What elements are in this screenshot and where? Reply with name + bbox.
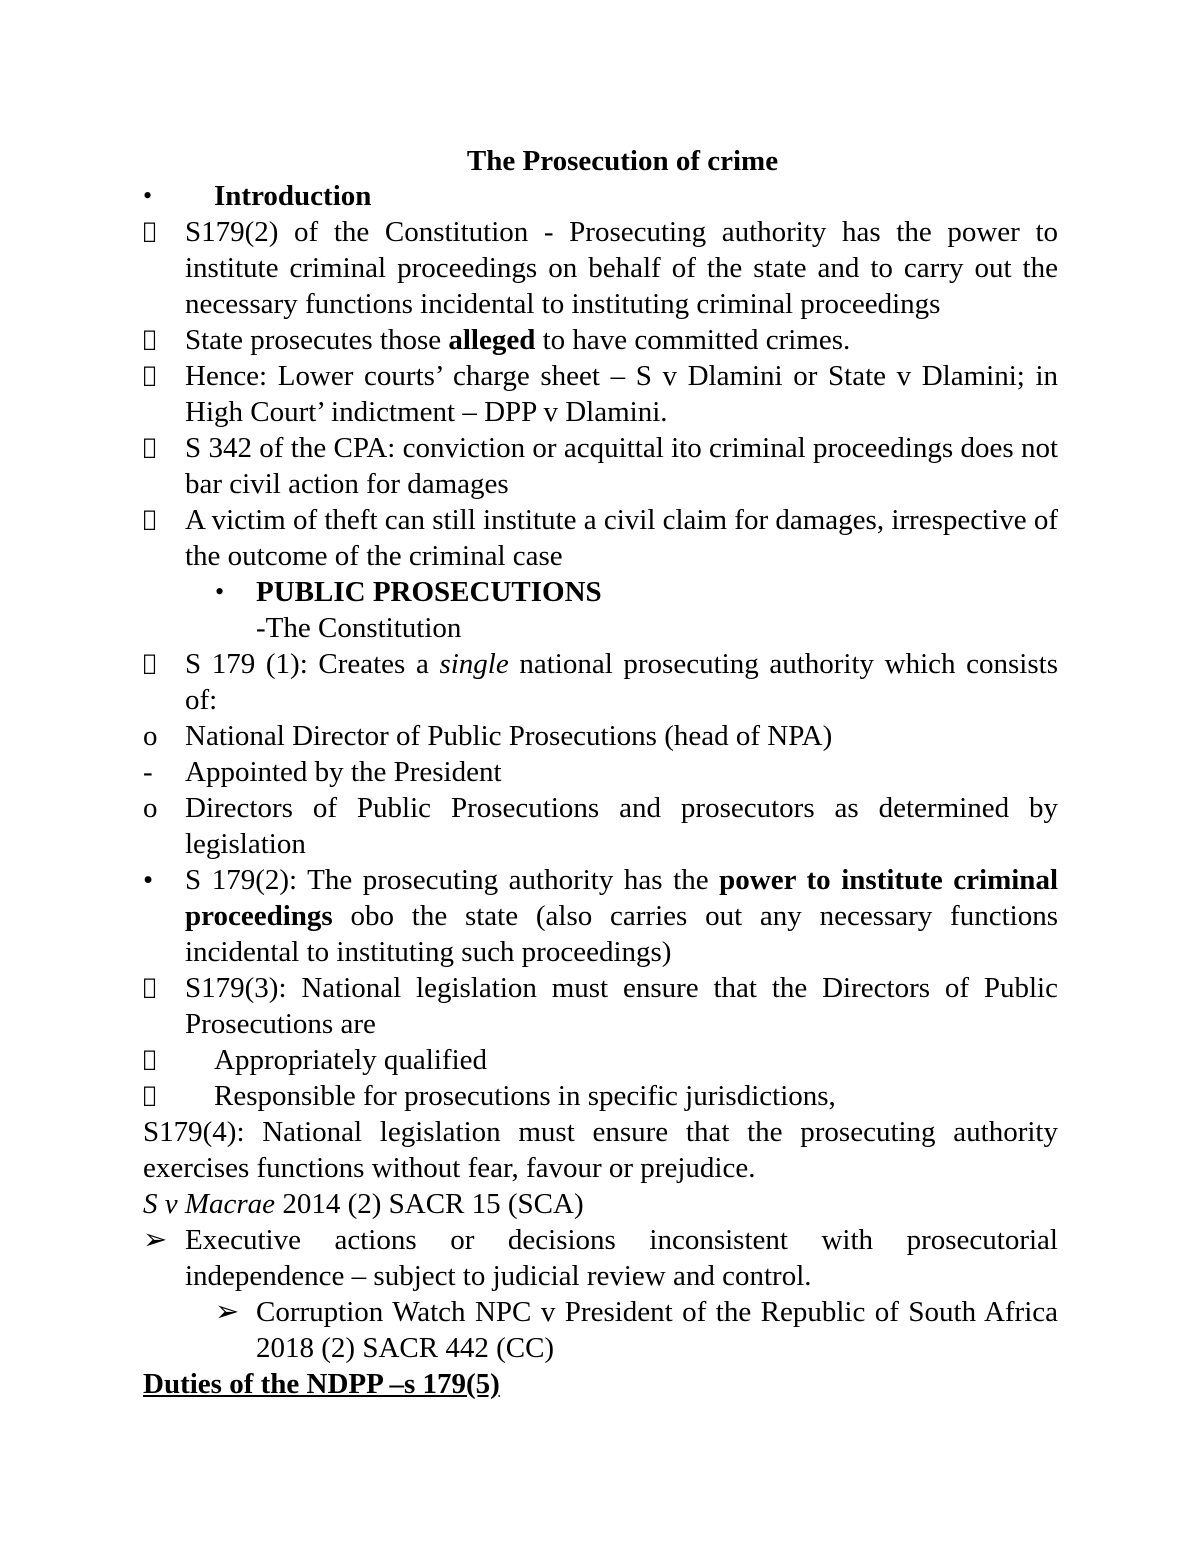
emphasis-single: single: [439, 648, 509, 680]
list-item-corruption-watch: [143, 1294, 1058, 1366]
item-text: S179(2) of the Constitution - Prosecuting authority has the power to institute criminal proceedings on behalf of the state and to carry out the necessary functions incidental to instituting criminal proceedings: [185, 216, 1058, 320]
item-text: Corruption Watch NPC v President of the Republic of South Africa 2018 (2) SACR 442 (CC): [256, 1296, 1058, 1364]
item-text-after: obo the state (also carries out any necessary functions incidental to instituting such proceedings): [185, 900, 1058, 968]
emphasis-power-to-institute: power to institute criminal proceedings: [185, 864, 1058, 932]
unknown-glyph-bullet-icon: [143, 1078, 183, 1114]
bullet-icon: •: [143, 181, 153, 210]
item-text: S179(3): National legislation must ensure that the Directors of Public Prosecutions are: [185, 972, 1058, 1040]
item-text: S 179(2): The prosecuting authority has the: [185, 864, 720, 896]
item-text: Directors of Public Prosecutions and prosecutors as determined by legislation: [185, 792, 1058, 860]
list-item-responsible: [143, 1078, 1058, 1114]
bullet-icon: •: [215, 577, 225, 606]
unknown-glyph-bullet-icon: [143, 358, 183, 394]
list-item-s179-3: [143, 970, 1058, 1042]
section-heading-public-prosecutions: PUBLIC PROSECUTIONS: [256, 576, 602, 608]
list-item-executive: [143, 1222, 1058, 1294]
list-item-public-prosecutions: [143, 574, 1058, 610]
circle-bullet-icon: o: [143, 720, 158, 752]
item-text: S 342 of the CPA: conviction or acquittal ito criminal proceedings does not bar civil action for damages: [185, 432, 1058, 500]
item-text: State prosecutes those: [185, 324, 449, 356]
unknown-glyph-bullet-icon: [143, 502, 183, 538]
section-label-introduction: Introduction: [214, 180, 372, 212]
emphasis-alleged: alleged: [448, 324, 536, 356]
list-item-appointed: [143, 754, 1058, 790]
subheading-the-constitution: -The Constitution: [256, 612, 462, 644]
list-item-state-prosecutes: [143, 322, 1058, 358]
paragraph-s179-4: S179(4): National legislation must ensure that the prosecuting authority exercises functions without fear, favour or prejudice.: [143, 1116, 1058, 1184]
item-text: National Director of Public Prosecutions (head of NPA): [185, 720, 833, 752]
circle-bullet-icon: o: [143, 792, 158, 824]
list-item-ndpp: [143, 718, 1058, 754]
item-text: Appropriately qualified: [214, 1044, 487, 1076]
document-body: [143, 178, 1058, 1402]
list-item-hence: [143, 358, 1058, 430]
list-item-introduction: [143, 178, 1058, 214]
item-text: Responsible for prosecutions in specific jurisdictions,: [214, 1080, 836, 1112]
unknown-glyph-bullet-icon: [143, 970, 183, 1006]
list-item-victim: [143, 502, 1058, 574]
item-text: S 179 (1): Creates a: [185, 648, 440, 680]
item-text: A victim of theft can still institute a civil claim for damages, irrespective of the outcome of the criminal case: [185, 504, 1058, 572]
list-item-s179-1: [143, 646, 1058, 718]
list-item-s179-2-constitution: [143, 214, 1058, 322]
unknown-glyph-bullet-icon: [143, 1042, 183, 1078]
document-title: The Prosecution of crime: [466, 145, 779, 177]
dash-bullet-icon: -: [143, 756, 153, 788]
case-reference: 2014 (2) SACR 15 (SCA): [275, 1188, 584, 1220]
case-citation-macrae: [143, 1186, 1058, 1222]
item-text-after: national prosecuting authority which consists of:: [185, 648, 1058, 716]
unknown-glyph-bullet-icon: [143, 646, 183, 682]
bullet-icon: •: [143, 864, 154, 896]
item-text: Hence: Lower courts’ charge sheet – S v Dlamini or State v Dlamini; in High Court’ indictment – DPP v Dlamini.: [185, 360, 1058, 428]
item-text: Appointed by the President: [185, 756, 502, 788]
unknown-glyph-bullet-icon: [143, 214, 183, 250]
list-item-qualified: [143, 1042, 1058, 1078]
list-item-directors: [143, 790, 1058, 862]
list-item-s342: [143, 430, 1058, 502]
section-heading-duties-ndpp: Duties of the NDPP –s 179(5): [143, 1368, 500, 1400]
case-name: S v Macrae: [143, 1188, 276, 1220]
arrowhead-bullet-icon: ➢: [143, 1224, 168, 1256]
item-text: Executive actions or decisions inconsistent with prosecutorial independence – subject to judicial review and control.: [185, 1224, 1058, 1292]
unknown-glyph-bullet-icon: [143, 322, 183, 358]
list-item-s179-2: [143, 862, 1058, 970]
item-text-after: to have committed crimes.: [535, 324, 851, 356]
arrowhead-bullet-icon: ➢: [215, 1296, 240, 1328]
unknown-glyph-bullet-icon: [143, 430, 183, 466]
